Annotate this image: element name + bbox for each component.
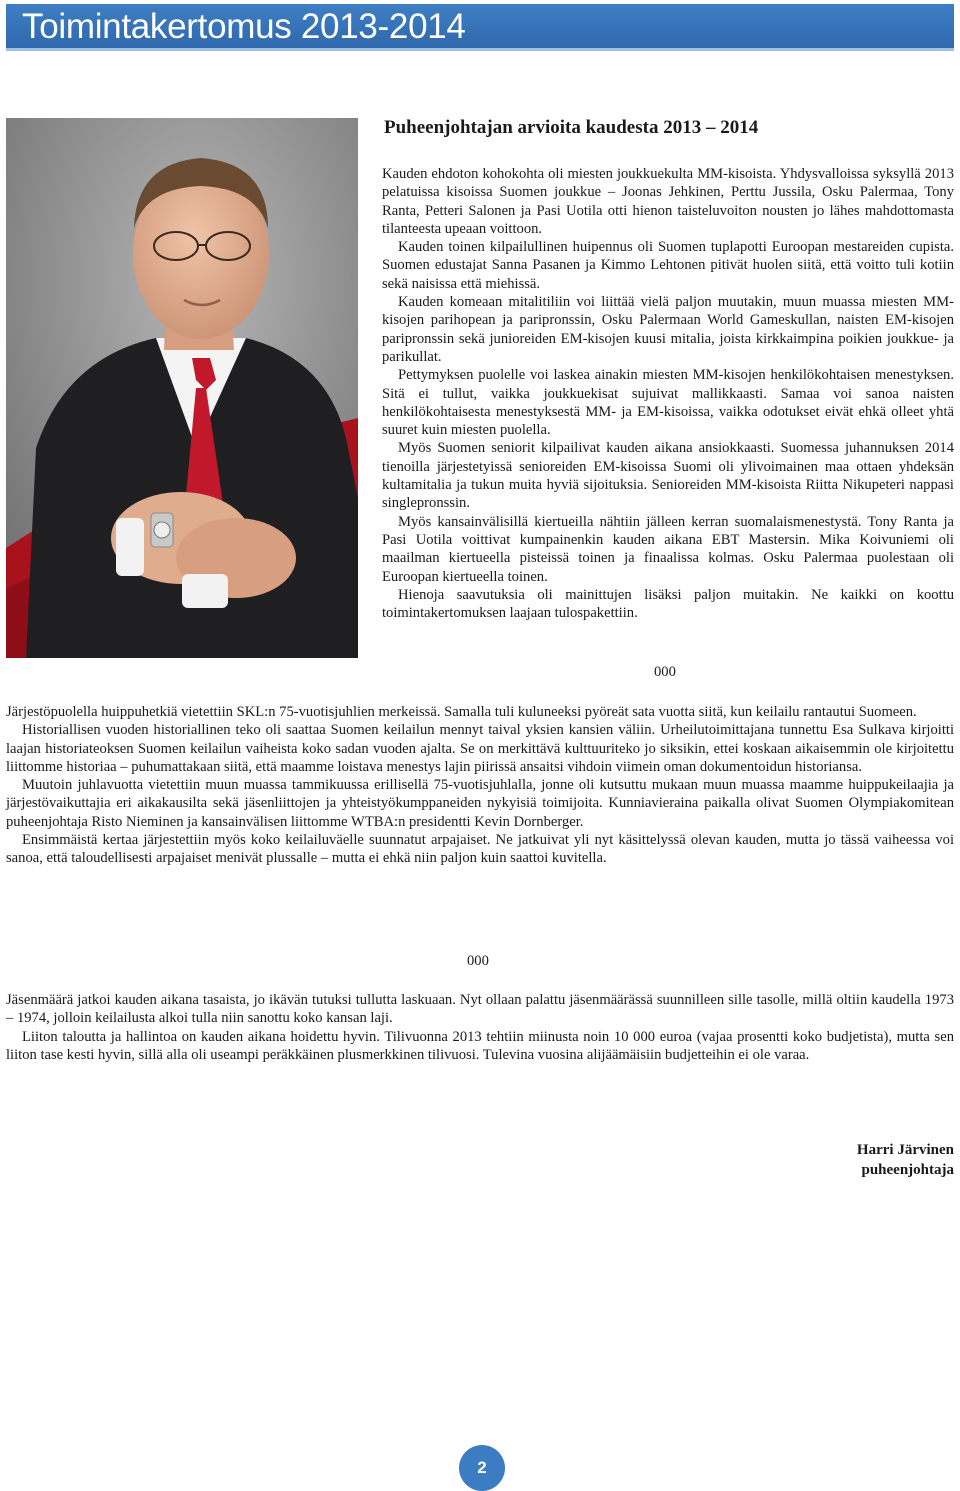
right-column-text (382, 165, 954, 622)
paragraph: Ensimmäistä kertaa järjestettiin myös koko keilailuväelle suunnatut arpajaiset. Ne jatkuivat yli nyt käsittelyssä olevan kauden, mutta jo tässä vaiheessa voi sanoa, että taloudellisesti arpajaiset menivät plussalle – mutta ei ehkä niin paljon kuin saattoi kuvitella. (6, 832, 954, 867)
bottom-text-block (6, 991, 954, 1064)
paragraph: Kauden ehdoton kohokohta oli miesten joukkuekulta MM-kisoista. Yhdysvalloissa syksyllä 2013 pelatuissa kisoissa Suomen joukkue – Joonas Jehkinen, Perttu Jussila, Osku Palermaa, Tony Ranta, Petteri Salonen ja Pasi Uotila otti hienon taisteluvoiton nousten jo lähes mahdottomasta tilanteesta upeaan voittoon. (382, 166, 954, 237)
section-heading: Puheenjohtajan arvioita kaudesta 2013 – 2014 (384, 117, 759, 138)
page-title: Toimintakertomus 2013-2014 (22, 7, 466, 46)
paragraph: Kauden komeaan mitalitiliin voi liittää vielä paljon muutakin, muun muassa miesten MM-kisojen parihopean ja paripronssin, Osku Palermaan World Gameskullan, naisten EM-kisojen paripronssin sekä junioreiden EM-kisojen kuusi mitalia, joista kirkkaimpina poikien joukkue- ja parikullat. (382, 294, 954, 365)
paragraph: Hienoja saavutuksia oli mainittujen lisäksi paljon muitakin. Ne kaikki on koottu toimintakertomuksen laajaan tulospakettiin. (382, 586, 954, 622)
portrait-photo (6, 118, 358, 658)
separator: 000 (654, 664, 676, 680)
paragraph: Kauden toinen kilpailullinen huipennus oli Suomen tuplapotti Euroopan mestareiden cupista. Suomen edustajat Sanna Pasanen ja Kimmo Lehtonen pitivät huolen siitä, että voitto tuli kotiin sekä naisissa että miehissä. (382, 239, 954, 292)
paragraph: Myös kansainvälisillä kiertueilla nähtiin jälleen kerran suomalaismenestystä. Tony Ranta ja Pasi Uotila voittivat kumpainenkin kauden aikana EBT Mastersin. Mika Koivuniemi oli maailman kiertueella pisteissä toinen ja finaalissa kolmas. Osku Palermaa puolestaan oli Euroopan kiertueella toinen. (382, 513, 954, 585)
paragraph: Pettymyksen puolelle voi laskea ainakin miesten MM-kisojen henkilökohtaisen menestyksen. Sitä ei tullut, vaikka joukkuekisat sujuivat mallikkaasti. Samaa voi sanoa naisten henkilökohtaisesta menestyksestä MM- ja EM-kisoissa, vaikka odotukset eivät ehkä olleet yhtä suuret kuin miesten puolella. (382, 367, 954, 439)
portrait-illustration (6, 118, 358, 658)
paragraph: Historiallisen vuoden historiallinen teko oli saattaa Suomen keilailun mennyt taival yksien kansien väliin. Urheilutoimittajana tunnettu Esa Sulkava kirjoitti laajan historiateoksen Suomen keilailun vaiheista koko sadan vuoden ajalta. Se on merkittävä kulttuuriteko jo siksikin, ettei koskaan aikaisemmin ole kirjoitettu liittomme historiaa – puhumattakaan siitä, että maamme loistava menestys lajin piirissä ansaitsi vihdoin viimein oman dokumentoidun historiansa. (6, 722, 954, 775)
signature-name: Harri Järvinen (856, 1142, 954, 1158)
paragraph: Liiton taloutta ja hallintoa on kauden aikana hoidettu hyvin. Tilivuonna 2013 tehtiin miinusta noin 10 000 euroa (vajaa prosentti koko budjetista), mutta sen liiton tase kesti hyvin, sillä alla oli useampi peräkkäinen plusmerkkinen tilivuosi. Tulevina vuosina alijäämäisiin budjetteihin ei ole varaa. (6, 1028, 954, 1063)
paragraph: Myös Suomen seniorit kilpailivat kauden aikana ansiokkaasti. Suomessa juhannuksen 2014 tienoilla järjestetyissä senioreiden EM-kisoissa Suomi oli ylivoimainen maa ottaen yhdeksän kultamitalia ja tukun muita hyviä sijoituksia. Senioreiden MM-kisoista Riitta Nikupeteri nappasi singlepronssin. (382, 440, 954, 512)
signature (857, 1140, 954, 1180)
paragraph: Jäsenmäärä jatkoi kauden aikana tasaista, jo ikävän tutuksi tullutta laskuaan. Nyt ollaan palattu jäsenmäärässä suunnilleen sille tasolle, millä oltiin kaudella 1973 – 1974, jolloin keilailusta alkoi tulla niin sanottu koko kansan laji. (6, 992, 954, 1027)
header-bar (6, 4, 954, 51)
page-number-badge: 2 (459, 1445, 505, 1491)
separator: 000 (467, 953, 489, 969)
signature-title: puheenjohtaja (861, 1162, 954, 1178)
paragraph: Muutoin juhlavuotta vietettiin muun muassa tammikuussa erillisellä 75-vuotisjuhlalla, jonne oli kutsuttu mukaan muun muassa maamme huippukeilaajia ja järjestövaikuttajia eri aikakausilta sekä jäsenliittojen ja yhteistyökumppaneiden nykyisiä toimijoita. Kunniavieraina paikalla olivat Suomen Olympiakomitean puheenjohtaja Risto Nieminen ja kansainvälisen liittomme WTBA:n presidentti Kevin Dornberger. (6, 777, 954, 830)
middle-text-block (6, 703, 954, 868)
paragraph: Järjestöpuolella huippuhetkiä vietettiin SKL:n 75-vuotisjuhlien merkeissä. Samalla tuli kuluneeksi pyöreät sata vuotta siitä, kun keilailu rantautui Suomeen. (6, 704, 917, 720)
